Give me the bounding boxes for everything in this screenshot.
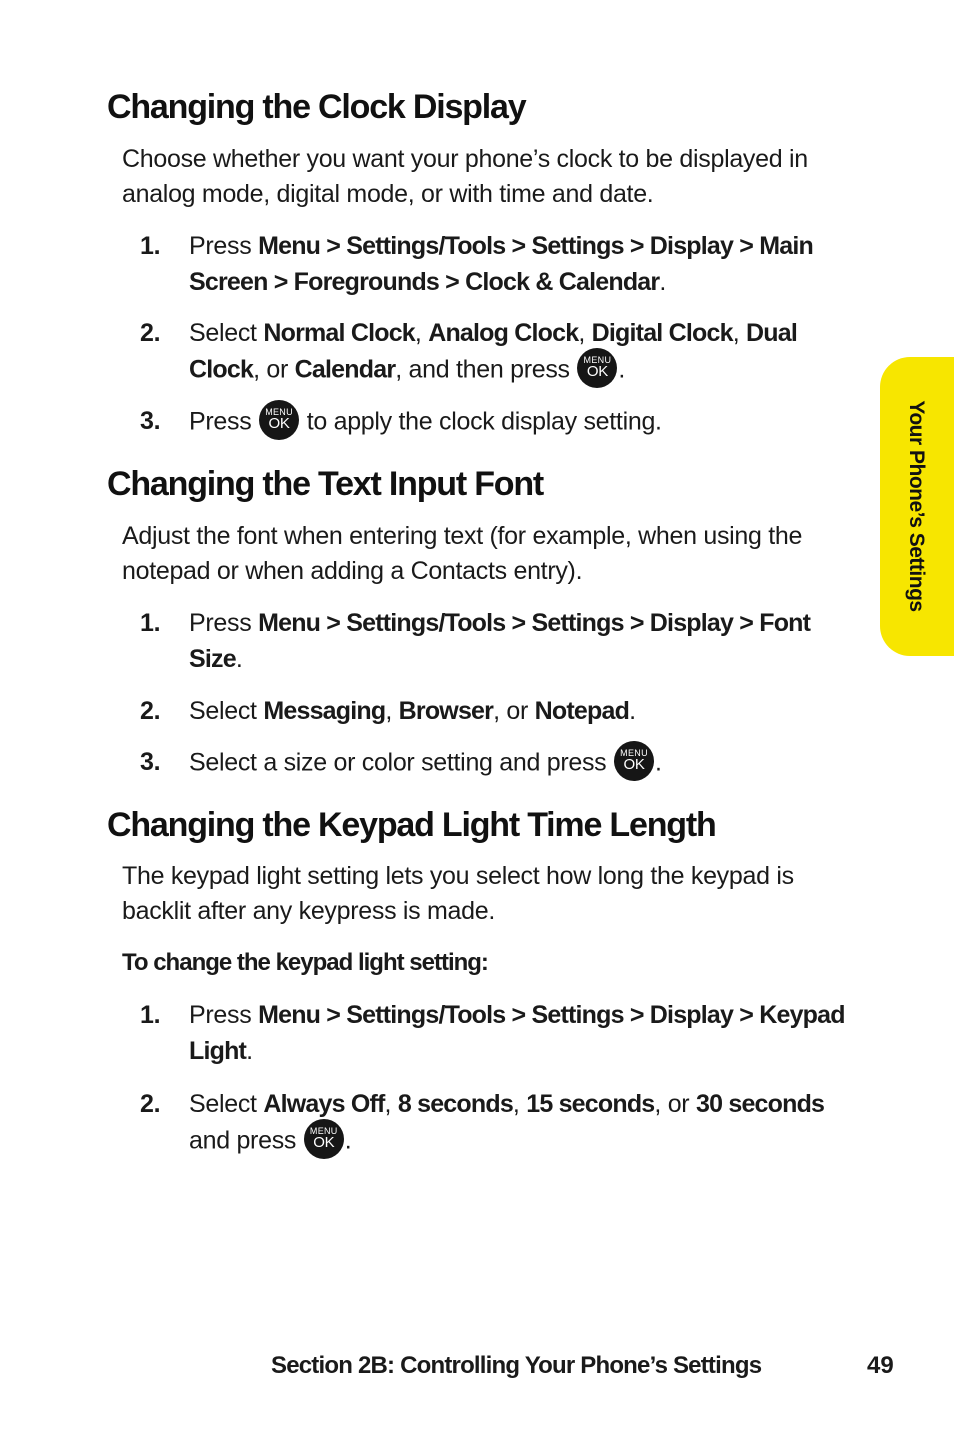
menu-ok-key-icon: MENU OK bbox=[259, 400, 299, 440]
step-number: 2. bbox=[140, 697, 161, 725]
step-text: Press Menu > Settings/Tools > Settings > Display > Keypad Light. bbox=[189, 1001, 845, 1065]
menu-path: Calendar bbox=[294, 355, 396, 384]
section-3-subhead: To change the keypad light setting: bbox=[122, 949, 488, 976]
step-text: Press Menu > Settings/Tools > Settings > Display > Main Screen > Foregrounds > Clock & Calendar. bbox=[189, 232, 813, 296]
menu-path: Normal Clock bbox=[263, 319, 415, 347]
menu-path: Menu > Settings/Tools > Settings > Display > Font Size bbox=[189, 609, 811, 673]
step-text: Select Normal Clock, Analog Clock, Digital Clock, Dual Clock, or Calendar, and then press MENU OK . bbox=[189, 315, 869, 391]
step-text: Select Always Off, 8 seconds, 15 seconds, or 30 seconds and press MENU OK . bbox=[189, 1086, 869, 1162]
footer-section-title: Section 2B: Controlling Your Phone’s Settings bbox=[271, 1352, 762, 1379]
menu-path: Notepad bbox=[534, 697, 630, 725]
menu-ok-key-icon: MENU OK bbox=[304, 1119, 344, 1159]
menu-path: Browser bbox=[398, 697, 494, 725]
step-number: 3. bbox=[140, 748, 161, 776]
side-tab-label: Your Phone’s Settings bbox=[905, 400, 928, 612]
menu-path: 15 seconds bbox=[526, 1090, 655, 1118]
section-3-title: Changing the Keypad Light Time Length bbox=[107, 806, 716, 844]
step-text: Press Menu > Settings/Tools > Settings > Display > Font Size. bbox=[189, 609, 811, 673]
menu-path: Always Off bbox=[263, 1090, 385, 1118]
step-text: Select Messaging, Browser, or Notepad. bbox=[189, 697, 636, 725]
step-number: 2. bbox=[140, 319, 161, 347]
section-1-title: Changing the Clock Display bbox=[107, 88, 526, 126]
menu-path: Messaging bbox=[263, 697, 386, 725]
menu-path: Dual Clock bbox=[189, 319, 797, 384]
step-text: Select a size or color setting and press MENU OK . bbox=[189, 744, 869, 784]
menu-path: Digital Clock bbox=[591, 319, 733, 347]
step-text: Press MENU OK to apply the clock display setting. bbox=[189, 403, 869, 443]
step-number: 1. bbox=[140, 1001, 161, 1029]
menu-path: Menu > Settings/Tools > Settings > Display > Keypad Light bbox=[189, 1001, 845, 1065]
section-1-intro: Choose whether you want your phone’s clock to be displayed in analog mode, digital mode, or with time and date. bbox=[122, 145, 808, 208]
menu-ok-key-icon: MENU OK bbox=[577, 348, 617, 388]
section-3-intro: The keypad light setting lets you select how long the keypad is backlit after any keypress is made. bbox=[122, 862, 794, 925]
step-number: 2. bbox=[140, 1090, 161, 1118]
menu-path: Menu > Settings/Tools > Settings > Display > Main Screen > Foregrounds > Clock & Calendar bbox=[189, 232, 813, 296]
step-number: 3. bbox=[140, 407, 161, 435]
menu-path: 8 seconds bbox=[397, 1090, 513, 1118]
section-2-intro: Adjust the font when entering text (for example, when using the notepad or when adding a Contacts entry). bbox=[122, 522, 803, 585]
step-number: 1. bbox=[140, 609, 161, 637]
menu-path: Analog Clock bbox=[428, 319, 579, 347]
page-number: 49 bbox=[867, 1352, 894, 1379]
section-2-title: Changing the Text Input Font bbox=[107, 465, 544, 503]
step-number: 1. bbox=[140, 232, 161, 260]
menu-ok-key-icon: MENU OK bbox=[614, 741, 654, 781]
menu-path: 30 seconds bbox=[695, 1090, 825, 1118]
